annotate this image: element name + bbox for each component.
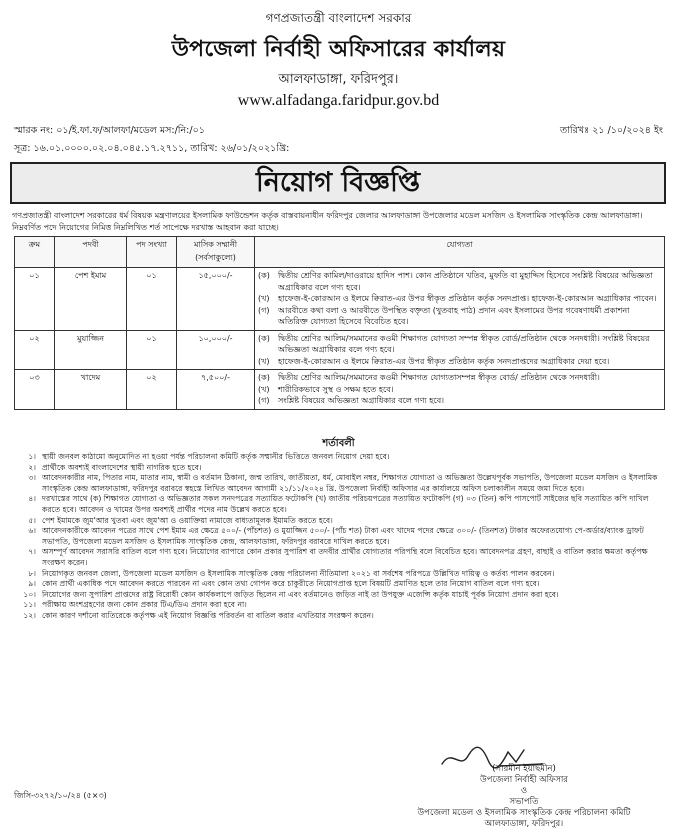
qualification-item [258, 384, 661, 396]
pay-cell: ৭,৫০০/- [177, 370, 255, 410]
condition-number: ৮। [28, 568, 36, 578]
post-cell: খাদেম [55, 370, 127, 410]
signer-designation: উপজেলা নির্বাহী অফিসার [480, 775, 568, 785]
qualification-item [258, 293, 661, 305]
condition-number: ৬। [28, 526, 36, 536]
signer-place: আলফাডাঙ্গা, ফরিদপুর। [484, 819, 564, 829]
qualification-mark: (খ) [258, 384, 270, 394]
qualification-text: সংশ্লিষ্ট বিষয়ের অভিজ্ঞতা অগ্রাধিকার বলে গণ্য হবে। [278, 396, 445, 405]
condition-item [14, 590, 665, 601]
qualification-text: শারীরিকভাবে সুস্থ ও সক্ষম হতে হবে। [278, 384, 394, 394]
condition-number: ১। [28, 452, 36, 461]
condition-item [14, 547, 665, 568]
condition-text: নিয়োগকৃত জনবল জেলা, উপজেলা মডেল মসজিদ ও ইসলামিক সাংস্কৃতিক কেন্দ্র পরিচালনা নীতিমালা ২০২১ বা সর্বশেষ পরিপত্রে উল্লিখিত দায়িত্ব ও কর্তব্য পালন করবেন। [42, 568, 555, 578]
condition-number: ২। [28, 462, 36, 472]
count-cell: ০২ [127, 370, 177, 410]
condition-number: ৭। [28, 547, 36, 557]
notice-title: নিয়োগ বিজ্ঞপ্তি [10, 162, 666, 204]
qualification-cell [255, 268, 665, 331]
conditions-title: শর্তাবলী [322, 438, 355, 449]
column-header: পদবী [55, 237, 127, 268]
qualification-item [258, 270, 661, 293]
condition-item [14, 452, 665, 463]
qualification-mark: (ক) [258, 271, 270, 280]
office-location: আলফাডাঙ্গা, ফরিদপুর। [278, 72, 399, 87]
qualification-text: আরবীতে কথা বলা ও আরবীতে উপস্থিত বক্তৃতা (খুতবাহ পাঠ) প্রদান এবং ইসলামের উপর গবেষণাধর্মী প্রকাশনা অতিরিক্ত যোগ্যতা হিসেবে বিবেচিত হবে। [278, 305, 630, 326]
office-website[interactable]: www.alfadanga.faridpur.gov.bd [237, 92, 440, 109]
condition-item [14, 494, 665, 515]
column-header: ক্রম [15, 237, 55, 268]
count-cell: ০১ [127, 268, 177, 331]
condition-number: ৫। [28, 515, 36, 525]
condition-text: আবেদনকারীর নাম, পিতার নাম, মাতার নাম, স্বামী ও বর্তমান ঠিকানা, জন্ম তারিখ, জাতীয়তা, ধর্ম, মোবাইল নম্বর, শিক্ষাগত যোগ্যতা ও অভিজ্ঞতা উল্লেখপূর্বক সভাপতি, উপজেলা মডেল মসজিদ ও ইসলামিক সাংস্কৃতিক কেন্দ্র আলফাডাঙ্গা, ফরিদপুর বরাবরে স্বহস্তে লিখিত আবেদন আগামী ২১/১১/২০২৪ খ্রি. উপজেলা নির্বাহী অফিসার এর কার্যালয়ে অফিস চলাকালীন সময়ে জমা দিতে হবে। [42, 473, 658, 493]
qualification-mark: (খ) [258, 356, 270, 366]
qualification-item [258, 372, 661, 384]
pay-cell: ১৫,০০০/- [177, 268, 255, 331]
signer-and: ও [520, 786, 528, 796]
condition-item [14, 516, 665, 527]
qualification-text: হাফেজ-ই-কোরআন ও ইলমে ক্বিরাত-এর উপর স্বীকৃত প্রতিষ্ঠান কর্তৃক সনদপ্রাপ্ত। হাফেজ-ই-কোরআন অগ্রাধিকার পাবেন। [278, 294, 657, 303]
condition-item [14, 473, 665, 494]
post-cell: পেশ ইমাম [55, 268, 127, 331]
memo-reference: সূত্র: ১৬.০১.০০০০.০২.০৪.০৪৫.১৭.২৭১১, তারিখ: ২৬/০১/২০২১খ্রি: [14, 143, 290, 154]
office-title: উপজেলা নির্বাহী অফিসারের কার্যালয় [171, 37, 506, 62]
condition-text: স্থায়ী জনবল কাঠামো অনুমোদিত না হওয়া পর্যন্ত পরিচালনা কমিটি কর্তৃক সম্মানীর ভিত্তিতে জনবল নিয়োগ দেয়া হবে। [42, 452, 390, 461]
posts-table [14, 236, 665, 410]
condition-text: পেশ ইমামকে জুম'আর খুতবা এবং জুম'আ ও ওয়াক্তিয়া নামাজে বাধ্যতামূলক ইমামতি করতে হবে। [42, 515, 333, 525]
qualification-cell [255, 370, 665, 410]
qualification-text: হাফেজ-ই-কোরআন ও ইলমে ক্বিরাত-এর উপর স্বীকৃত প্রতিষ্ঠান কর্তৃক সনদপ্রাপ্তদের অগ্রাধিকার দেয়া হবে। [278, 356, 610, 366]
qualification-item [258, 395, 661, 407]
condition-number: ৩। [28, 473, 36, 483]
condition-text: কোন প্রার্থী একাধিক পদে আবেদন করতে পারবেন না এবং কোন তথ্য গোপন করে চাকুরীতে নিয়োগপ্রাপ্ত হলে বিষয়টি প্রমাণিত হলে তার নিয়োগ বাতিল বলে গণ্য হবে। [42, 579, 540, 589]
qualification-item [258, 356, 661, 368]
condition-item [14, 526, 665, 547]
condition-text: পরীক্ষায় অংশগ্রহণের জন্য কোন প্রকার টিএ/ডিএ প্রদান করা হবে না। [42, 600, 247, 610]
condition-text: অসম্পূর্ণ আবেদন সরাসরি বাতিল বলে গণ্য হবে। নিয়োগের ব্যাপারে কোন প্রকার সুপারিশ বা তদবীর প্রার্থীর যোগ্যতার পরিপন্থি বলে বিবেচিত হবে। আবেদনপত্র গ্রহণ, বাছাই ও বাতিল করার ক্ষমতা কর্তৃপক্ষ সংরক্ষণ করেন। [42, 547, 648, 567]
memo-date: তারিখঃ ২১ /১০/২০২৪ ইং [560, 125, 663, 136]
memo-number: স্মারক নং: ০১/ই.ফা.ফ/আলফা/মডেল মস:/নি:/০১ [14, 125, 205, 136]
condition-item [14, 600, 665, 611]
table-header-row [15, 237, 665, 268]
condition-item [14, 579, 665, 590]
condition-item [14, 463, 665, 474]
condition-number: ৯। [28, 579, 36, 589]
condition-text: আবেদনকারীকে আবেদন পত্রের সাথে পেশ ইমাম এর ক্ষেত্রে ৫০০/- (পাঁচশত) ও মুয়াজ্জিন ৫০০/- (পাঁচ শত) টাকা এবং খাদেম পদের ক্ষেত্রে ৩০০/- (তিনশত) টাকার অফেরতযোগ্য পে-অর্ডার/ব্যাংক ড্রাফট সভাপতি, উপজেলা মডেল মসজিদ ও ইসলামিক সাংস্কৃতিক কেন্দ্র, আলফাডাঙ্গা, ফরিদপুর বরাবরে দাখিল করতে হবে। [42, 526, 644, 546]
condition-item [14, 569, 665, 580]
condition-item [14, 611, 665, 622]
qualification-mark: (ক) [258, 333, 270, 343]
qualification-item [258, 305, 661, 328]
condition-text: নিয়োগের জন্য সুপারিশ প্রাপ্তদের রাষ্ট্র বিরোধী কোন কার্যকলাপে জড়িত ছিলেন না এবং বর্তমানেও জড়িত নাই তা উপযুক্ত এজেন্সি কর্তৃক যাচাই পূর্বক নিয়োগ প্রদান করা হবে। [42, 589, 559, 599]
qualification-item [258, 333, 661, 356]
column-header: যোগ্যতা [255, 237, 665, 268]
signature-block [384, 764, 664, 830]
condition-text: দরখাস্তের সাথে (ক) শিক্ষাগত যোগ্যতা ও অভিজ্ঞতার সকল সনদপত্রের সত্যায়িত ফটোকপি (খ) জাতীয় পরিচয়পত্রের সত্যায়িত ফটোকপি (গ) ০৩ (তিন) কপি পাসপোর্ট সাইজের ছবি সত্যায়িত কপি দাখিল করতে হবে। আবেদন ও খামের উপর অবশ্যই প্রার্থীর পদের নাম উল্লেখ করতে হবে। [42, 494, 649, 514]
qualification-mark: (গ) [258, 396, 270, 405]
signer-name: (সারমীন ইয়াছমীন) [492, 764, 556, 774]
serial-cell: ০৩ [15, 370, 55, 410]
signer-role: সভাপতি [509, 797, 539, 807]
print-code: জিসি-৩২৭২/১০/২৪ (৫×৩) [14, 791, 107, 800]
post-cell: মুয়াজ্জিন [55, 330, 127, 370]
condition-number: ১০। [23, 589, 36, 599]
condition-text: প্রার্থীকে অবশ্যই বাংলাদেশের স্থায়ী নাগরিক হতে হবে। [42, 462, 202, 472]
count-cell: ০১ [127, 330, 177, 370]
intro-paragraph: গণপ্রজাতন্ত্রী বাংলাদেশ সরকারের ধর্ম বিষয়ক মন্ত্রণালয়ের ইসলামিক ফাউন্ডেশন কর্তৃক বাস্তবায়নাধীন ফরিদপুর জেলার আলফাডাঙ্গা উপজেলার মডেল মসজিদ ও ইসলামিক সাংস্কৃতিক কেন্দ্র আলফাডাঙ্গা। নিম্নবর্ণিত পদে নিয়োগের নিমিত্ত নিম্নলিখিত শর্ত সাপেক্ষে দরখাস্ত আহবান করা যাচ্ছে। [12, 211, 643, 232]
conditions-list [14, 452, 665, 622]
table-row [15, 268, 665, 331]
table-row [15, 330, 665, 370]
table-row [15, 370, 665, 410]
government-name: গণপ্রজাতন্ত্রী বাংলাদেশ সরকার [265, 11, 412, 25]
qualification-text: দ্বিতীয় শ্রেণির আলিম/সমমানের কওমী শিক্ষাগত যোগ্যতা সম্পন্ন স্বীকৃত বোর্ড/প্রতিষ্ঠান থেকে সনদধারী। সংশ্লিষ্ট বিষয়ের অভিজ্ঞতা অগ্রাধিকার বলে গণ্য হবে। [278, 333, 650, 354]
condition-number: ১১। [23, 600, 36, 610]
serial-cell: ০২ [15, 330, 55, 370]
column-header: মাসিক সম্মানী (সর্বসাকুল্যে) [177, 237, 255, 268]
condition-number: ৪। [28, 494, 36, 504]
signer-committee: উপজেলা মডেল ও ইসলামিক সাংস্কৃতিক কেন্দ্র পরিচালনা কমিটি [417, 808, 631, 818]
condition-text: কোন কারণ দর্শানো ব্যতিরেকে কর্তৃপক্ষ এই নিয়োগ বিজ্ঞপ্তি পরিবর্তন বা বাতিল করার এখতিয়ার সংরক্ষণ করেন। [42, 610, 374, 620]
column-header: পদ সংখ্যা [127, 237, 177, 268]
qualification-mark: (ক) [258, 373, 270, 382]
qualification-mark: (গ) [258, 305, 270, 315]
qualification-text: দ্বিতীয় শ্রেণির আলিম/সমমানের কওমী শিক্ষাগত যোগ্যতাসম্পন্ন স্বীকৃত বোর্ড/ প্রতিষ্ঠান থেকে সনদধারী। [278, 373, 600, 382]
qualification-cell [255, 330, 665, 370]
serial-cell: ০১ [15, 268, 55, 331]
qualification-mark: (খ) [258, 294, 270, 303]
condition-number: ১২। [23, 610, 36, 620]
pay-cell: ১০,০০০/- [177, 330, 255, 370]
qualification-text: দ্বিতীয় শ্রেণির কামিল/দাওরায়ে হাদিস পাশ। কোন প্রতিষ্ঠানে খতিব, মুফতি বা মুহাদ্দিস হিসেবে সংশ্লিষ্ট বিষয়ের অভিজ্ঞতা অগ্রাধিকার বলে গণ্য হবে। [278, 271, 653, 292]
